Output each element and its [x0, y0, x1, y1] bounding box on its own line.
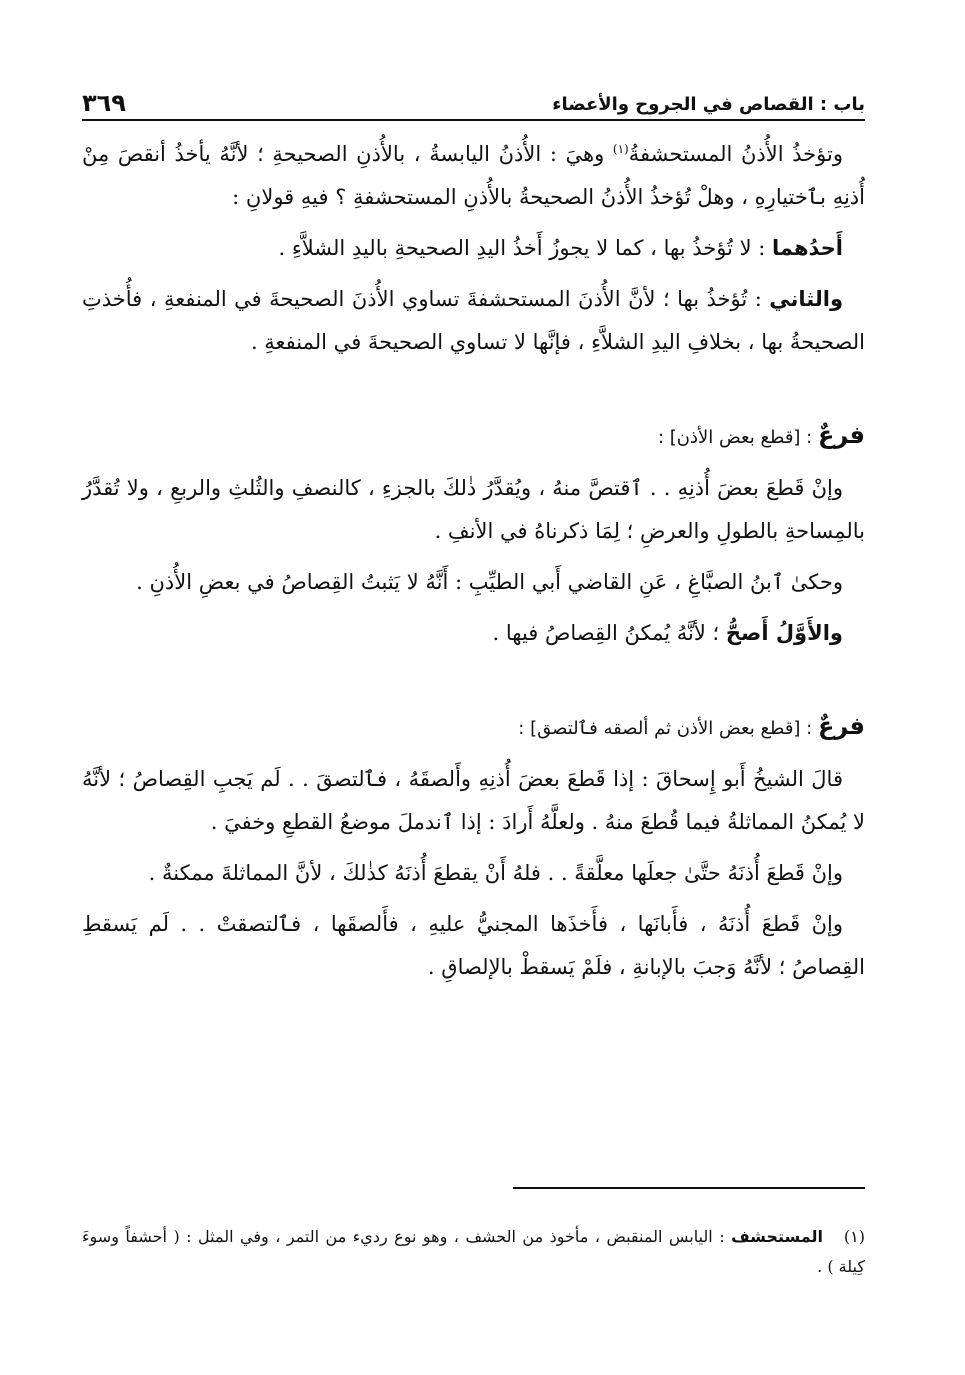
paragraph-text: : لا تُؤخذُ بها ، كما لا يجوزُ أَخذُ اليدِ الصحيحةِ باليدِ الشلاَّءِ .	[278, 236, 772, 260]
footnote-term: المستحشف	[731, 1227, 823, 1246]
footnote-separator	[513, 1187, 865, 1189]
running-header	[82, 85, 865, 121]
second-opinion-label: والثاني	[769, 287, 843, 311]
section-title: : [قطع بعض الأذن] :	[657, 427, 818, 448]
paragraph-text: وهيَ : الأُذنُ اليابسةُ ، بالأُذنِ الصحيحةِ ؛ لأنَّهُ يأخذُ أنقصَ مِنْ أُذنِهِ بٱختيارِهِ ، وهلْ تُؤخذُ الأُذنُ الصحيحةُ بالأُذنِ المستحشفةِ ؟ فيهِ قولانِ :	[82, 142, 865, 209]
page-number: ٣٦٩	[82, 89, 126, 117]
paragraph: قالَ الشيخُ أَبو إِسحاقَ : إذا قَطعَ بعضَ أُذنِهِ وأَلصقَهُ ، فٱلتصقَ . . لَم يَجبِ القِصاصُ ؛ لأنَّهُ لا يُمكنُ المماثلةُ فيما قُطعَ منهُ . ولعلَّهُ أَرادَ : إذا ٱندملَ موضعُ القطعِ وخفيَ .	[82, 767, 865, 834]
paragraph: وإنْ قَطعَ بعضَ أُذنِهِ . . ٱقتصَّ منهُ ، ويُقدَّرُ ذٰلكَ بالجزءِ ، كالنصفِ والثُلثِ والربعِ ، ولا تُقدَّرُ بالمِساحةِ بالطولِ والعرضِ ؛ لِمَا ذكرناهُ في الأنفِ .	[82, 476, 865, 543]
paragraph-text: وتؤخذُ الأُذنُ المستحشفةُ	[628, 142, 843, 166]
paragraph: وحكىٰ ٱبنُ الصبَّاغِ ، عَنِ القاضي أَبي الطيِّبِ : أَنَّهُ لا يَثبتُ القِصاصُ في بعضِ الأُذنِ .	[136, 570, 843, 594]
chapter-title: باب : القصاص في الجروح والأعضاء	[552, 94, 865, 115]
far-label: فرعٌ	[817, 421, 865, 449]
section-heading	[82, 705, 865, 750]
footnote-text: : اليابس المنقبض ، مأخوذ من الحشف ، وهو نوع رديء من التمر ، وفي المثل : ( أحشفاً وسوءَ كِيلة ) .	[82, 1227, 865, 1276]
far-label: فرعٌ	[817, 712, 865, 740]
paragraph-text: : تُؤخذُ بها ؛ لأنَّ الأُذنَ المستحشفةَ تساوي الأُذنَ الصحيحةَ في المنفعةِ ، فأُخذتِ الصحيحةُ بها ، بخلافِ اليدِ الشلاَّءِ ، فإنَّها لا تساوي الصحيحةَ في المنفعةِ .	[82, 287, 865, 354]
preferred-opinion-label: والأَوَّلُ أَصحُّ	[725, 621, 843, 645]
paragraph-text: ؛ لأنَّهُ يُمكنُ القِصاصُ فيها .	[492, 621, 726, 645]
paragraph	[82, 227, 865, 270]
footnote-marker[interactable]: (١)	[612, 142, 629, 156]
paragraph	[82, 612, 865, 655]
paragraph	[82, 128, 865, 219]
paragraph: وإنْ قَطعَ أُذنَهُ حتَّىٰ جعلَها معلَّقةً . . فلهُ أَنْ يقطعَ أُذنَهُ كذٰلكَ ، لأنَّ المماثلةَ ممكنةٌ .	[148, 861, 843, 885]
footnotes	[82, 1222, 865, 1282]
footnote-number: (١)	[843, 1227, 865, 1246]
main-text	[82, 128, 865, 989]
paragraph: وإنْ قَطعَ أُذنَهُ ، فأَبانَها ، فأَخذَها المجنيُّ عليهِ ، فأَلصقَها ، فٱلتصقتْ . . لَم يَسقطِ القِصاصُ ؛ لأنَّهُ وَجبَ بالإبانةِ ، فلَمْ يَسقطْ بالإلصاقِ .	[82, 912, 865, 979]
section-title: : [قطع بعض الأذن ثم ألصقه فٱلتصق] :	[518, 718, 818, 739]
section-heading	[82, 414, 865, 459]
footnote	[82, 1222, 865, 1282]
first-opinion-label: أَحدُهما	[772, 236, 843, 260]
paragraph	[82, 278, 865, 364]
